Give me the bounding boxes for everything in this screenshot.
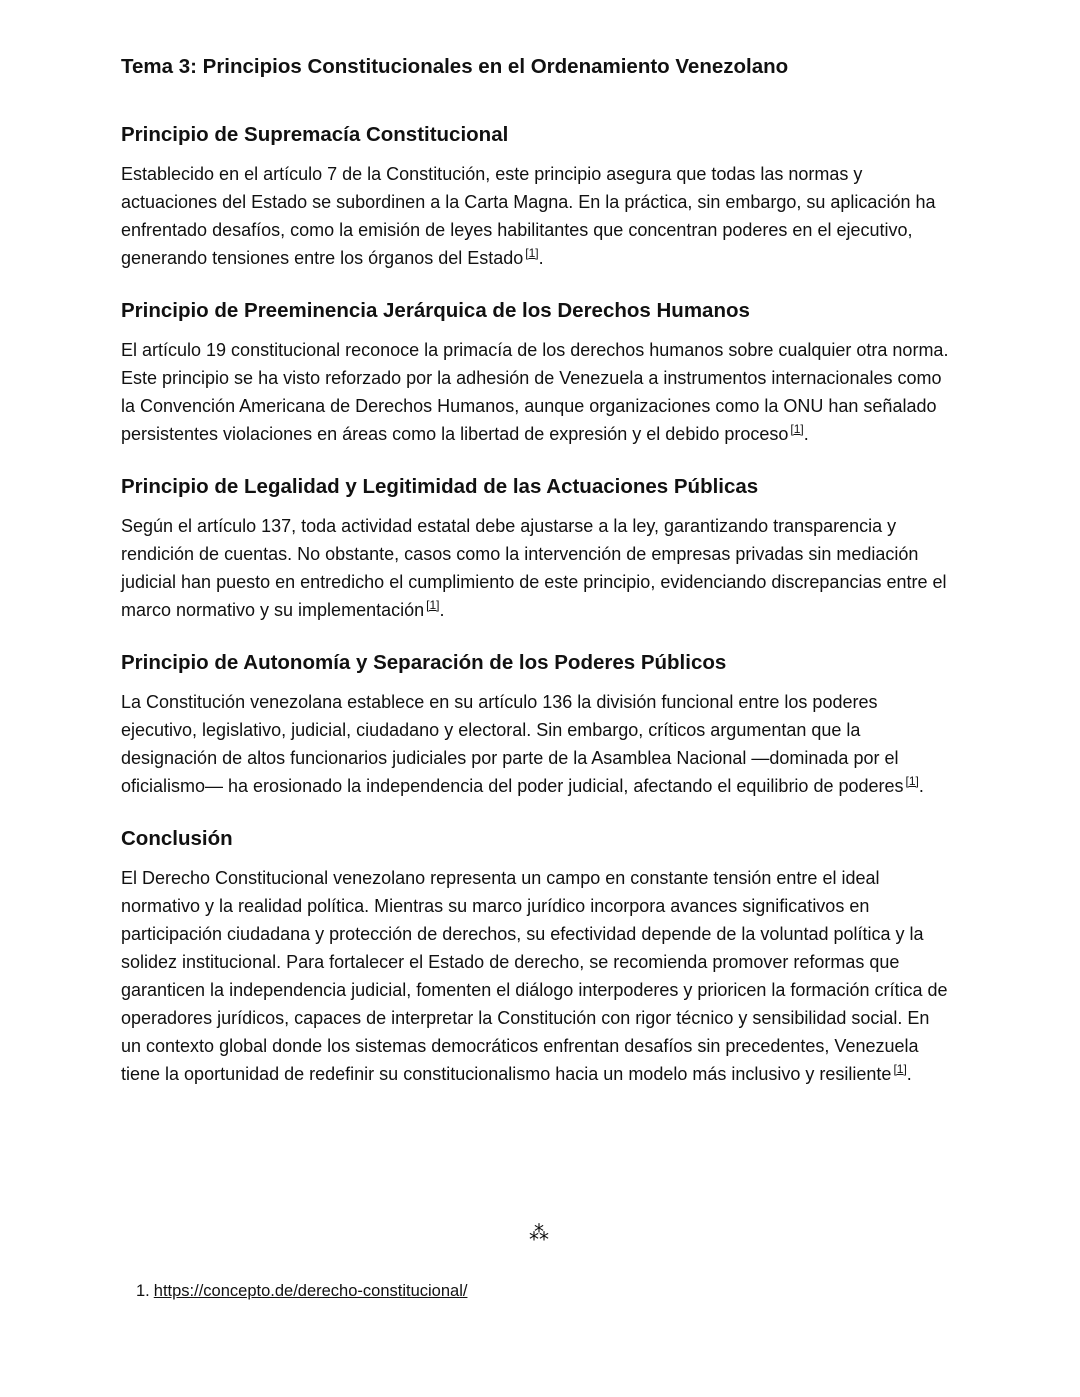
section-heading: Principio de Preeminencia Jerárquica de los Derechos Humanos	[121, 299, 750, 322]
footnote-number: 1.	[136, 1282, 150, 1300]
section-divider-asterism-icon: ⁂	[529, 1223, 549, 1245]
section-heading: Principio de Legalidad y Legitimidad de las Actuaciones Públicas	[121, 475, 759, 498]
section-paragraph	[121, 512, 953, 624]
paragraph-text: El Derecho Constitucional venezolano representa un campo en constante tensión entre el ideal normativo y la realidad política. Mientras su marco jurídico incorpora avances significativos en participación ciudadana y protección de derechos, su efectividad depende de la voluntad política y la solidez institucional. Para fortalecer el Estado de derecho, se recomienda promover reformas que garanticen la independencia judicial, fomenten el diálogo interpoderes y prioricen la formación crítica de operadores jurídicos, capaces de interpretar la Constitución con rigor técnico y sensibilidad social. En un contexto global donde los sistemas democráticos enfrentan desafíos sin precedentes, Venezuela tiene la oportunidad de redefinir su constitucionalismo hacia un modelo más inclusivo y resiliente	[121, 868, 948, 1084]
document-title: Tema 3: Principios Constitucionales en el Ordenamiento Venezolano	[121, 55, 789, 78]
section-autonomia	[121, 648, 953, 800]
section-paragraph	[121, 688, 953, 800]
paragraph-end: .	[803, 424, 809, 444]
section-legalidad	[121, 472, 953, 624]
section-conclusion	[121, 824, 953, 1088]
section-paragraph	[121, 160, 953, 272]
document-page	[121, 52, 953, 1112]
section-heading: Principio de Autonomía y Separación de los Poderes Públicos	[121, 651, 727, 674]
paragraph-end: .	[906, 1064, 912, 1084]
section-heading: Principio de Supremacía Constitucional	[121, 123, 509, 146]
section-supremacia	[121, 120, 953, 272]
footnote-source-link[interactable]: https://concepto.de/derecho-constitucional/	[153, 1282, 468, 1300]
section-paragraph	[121, 864, 953, 1088]
footnotes-list	[136, 1279, 467, 1303]
paragraph-end: .	[439, 600, 445, 620]
footnote-ref-link[interactable]: [1]	[905, 774, 919, 788]
footnote-item	[136, 1279, 467, 1303]
footnote-ref-link[interactable]: [1]	[426, 598, 440, 612]
footnote-ref-link[interactable]: [1]	[790, 422, 804, 436]
section-heading: Conclusión	[121, 827, 233, 850]
paragraph-end: .	[538, 248, 544, 268]
paragraph-end: .	[918, 776, 924, 796]
paragraph-text: El artículo 19 constitucional reconoce la primacía de los derechos humanos sobre cualquier otra norma. Este principio se ha visto reforzado por la adhesión de Venezuela a instrumentos internacionales como la Convención Americana de Derechos Humanos, aunque organizaciones como la ONU han señalado persistentes violaciones en áreas como la libertad de expresión y el debido proceso	[121, 340, 949, 444]
paragraph-text: La Constitución venezolana establece en su artículo 136 la división funcional entre los poderes ejecutivo, legislativo, judicial, ciudadano y electoral. Sin embargo, críticos argumentan que la designación de altos funcionarios judiciales por parte de la Asamblea Nacional —dominada por el oficialismo— ha erosionado la independencia del poder judicial, afectando el equilibrio de poderes	[121, 692, 904, 796]
footnote-ref-link[interactable]: [1]	[893, 1062, 907, 1076]
section-paragraph	[121, 336, 953, 448]
paragraph-text: Según el artículo 137, toda actividad estatal debe ajustarse a la ley, garantizando transparencia y rendición de cuentas. No obstante, casos como la intervención de empresas privadas sin mediación judicial han puesto en entredicho el cumplimiento de este principio, evidenciando discrepancias entre el marco normativo y su implementación	[121, 516, 947, 620]
paragraph-text: Establecido en el artículo 7 de la Constitución, este principio asegura que todas las normas y actuaciones del Estado se subordinen a la Carta Magna. En la práctica, sin embargo, su aplicación ha enfrentado desafíos, como la emisión de leyes habilitantes que concentran poderes en el ejecutivo, generando tensiones entre los órganos del Estado	[121, 164, 936, 268]
section-derechos-humanos	[121, 296, 953, 448]
footnote-ref-link[interactable]: [1]	[525, 246, 539, 260]
